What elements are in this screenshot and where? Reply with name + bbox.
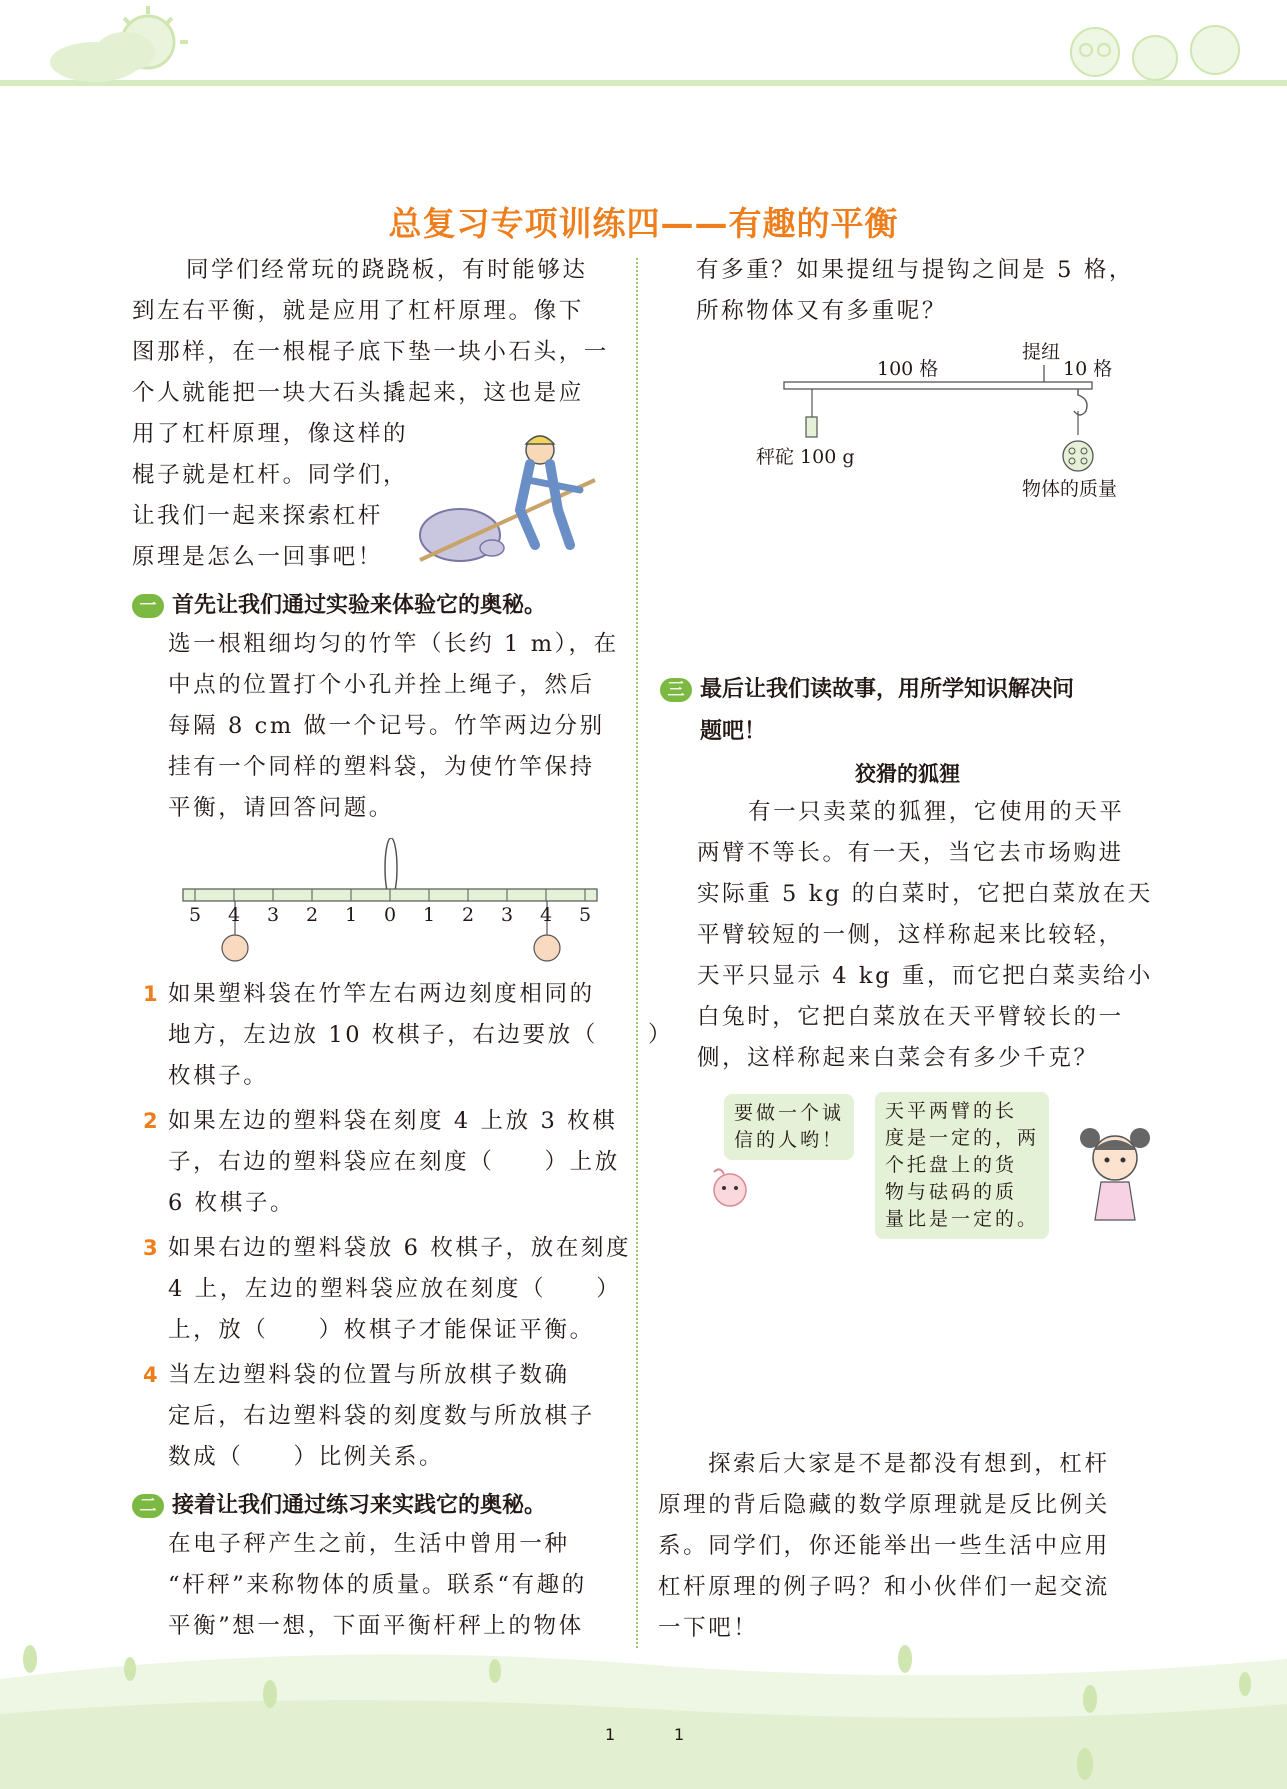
bubble-line: 度是一定的，两 [885,1127,1040,1149]
text-line: 选一根粗细均匀的竹竿（长约 1 m），在 [168,631,619,657]
weight-icon [806,417,817,437]
text-line: 中点的位置打个小孔并拴上绳子，然后 [168,672,595,698]
steelyard-diagram [740,335,1160,515]
question-line: 如果左边的塑料袋在刻度 4 上放 3 枚棋 [168,1108,618,1134]
text-line: “杆秤”来称物体的质量。联系“有趣的 [168,1572,587,1598]
cartoon-animals-icon [1071,26,1239,80]
intro-line: 棍子就是杠杆。同学们， [132,462,409,488]
footer-decoration [0,1619,1287,1789]
intro-line: 到左右平衡，就是应用了杠杆原理。像下 [132,298,584,324]
section-title: 首先让我们通过实验来体验它的奥秘。 [172,593,547,618]
question-number: 3 [143,1236,158,1260]
girl-character-icon [1075,1120,1155,1230]
ruler-tick-label: 1 [345,904,358,926]
story-line: 有一只卖菜的狐狸，它使用的天平 [748,799,1125,825]
bubble-line: 天平两臂的长 [885,1100,1018,1122]
question-line: 地方，左边放 10 枚棋子，右边要放（ ） [168,1022,674,1048]
story-line: 平臂较短的一侧，这样称起来比较轻， [697,922,1124,948]
small-mascot-icon [700,1160,760,1220]
ruler-tick-label: 2 [462,904,475,926]
text-line: 所称物体又有多重呢？ [696,298,948,324]
bubble-line: 个托盘上的货 [885,1154,1018,1176]
bubble-line: 要做一个诚 [734,1102,845,1124]
closing-line: 探索后大家是不是都没有想到，杠杆 [708,1451,1110,1477]
object-icon [1063,441,1093,471]
text-line: 平衡”想一想，下面平衡杆秤上的物体 [168,1613,584,1639]
ruler-tick-label: 4 [540,904,553,926]
header-decoration [0,0,1287,100]
question-line: 如果右边的塑料袋放 6 枚棋子，放在刻度 [168,1235,632,1261]
closing-line: 系。同学们，你还能举出一些生活中应用 [658,1533,1110,1559]
label-10-ge: 10 格 [1063,358,1113,380]
lever-illustration [410,420,610,570]
question-line: 子，右边的塑料袋应在刻度（ ）上放 [168,1149,620,1175]
text-line: 平衡，请回答问题。 [168,795,394,821]
page-number-right: 1 [674,1725,685,1744]
question-line: 定后，右边塑料袋的刻度数与所放棋子 [168,1403,595,1429]
closing-line: 一下吧！ [658,1615,759,1641]
section-3-heading [660,672,1074,703]
question-number: 2 [143,1109,158,1133]
label-100-ge: 100 格 [877,358,939,380]
bamboo-balance-diagram [175,838,615,968]
section-2-heading [132,1488,546,1519]
intro-line: 个人就能把一块大石头撬起来，这也是应 [132,380,584,406]
column-divider [636,258,638,1648]
ruler-tick-label: 3 [501,904,514,926]
closing-line: 杠杆原理的例子吗？和小伙伴们一起交流 [658,1574,1110,1600]
bubble-line: 信的人哟！ [734,1129,845,1151]
story-line: 实际重 5 kg 的白菜时，它把白菜放在天 [697,881,1153,907]
ruler-tick-label: 3 [267,904,280,926]
label-object: 物体的质量 [1022,478,1118,500]
section-badge: 一 [132,594,164,618]
speech-bubble-right [875,1092,1049,1239]
label-weight: 秤砣 100 g [756,446,855,468]
question-number: 1 [143,982,158,1006]
ruler-tick-label: 5 [579,904,592,926]
section-badge: 三 [660,678,692,702]
question-line: 枚棋子。 [168,1063,269,1089]
speech-bubble-left [724,1094,854,1160]
text-line: 有多重？如果提纽与提钩之间是 5 格， [696,257,1135,283]
section-badge: 二 [132,1494,164,1518]
intro-line: 原理是怎么一回事吧！ [132,544,384,570]
cloud-icon [50,32,155,82]
story-line: 天平只显示 4 kg 重，而它把白菜卖给小 [697,963,1153,989]
section-title: 最后让我们读故事，用所学知识解决问 [700,677,1075,702]
ruler-tick-label: 0 [384,904,397,926]
page-number-left: 1 [605,1725,616,1744]
text-line: 挂有一个同样的塑料袋，为使竹竿保持 [168,754,595,780]
intro-line: 让我们一起来探索杠杆 [132,503,384,529]
question-line: 4 上，左边的塑料袋应放在刻度（ ） [168,1276,622,1302]
question-line: 上，放（ ）枚棋子才能保证平衡。 [168,1317,595,1343]
bubble-line: 量比是一定的。 [885,1208,1040,1230]
question-number: 4 [143,1363,158,1387]
text-line: 在电子秤产生之前，生活中曾用一种 [168,1531,570,1557]
intro-line: 同学们经常玩的跷跷板，有时能够达 [186,257,588,283]
text-line: 每隔 8 cm 做一个记号。竹竿两边分别 [168,713,605,739]
question-line: 如果塑料袋在竹竿左右两边刻度相同的 [168,981,595,1007]
closing-line: 原理的背后隐藏的数学原理就是反比例关 [658,1492,1110,1518]
hook-icon [1074,389,1087,415]
left-bag [222,935,248,961]
story-line: 白兔时，它把白菜放在天平臂较长的一 [697,1004,1124,1030]
question-line: 当左边塑料袋的位置与所放棋子数确 [168,1362,570,1388]
story-title: 狡猾的狐狸 [855,762,960,786]
label-tiniu: 提纽 [1022,341,1061,363]
ruler-tick-label: 2 [306,904,319,926]
bubble-line: 物与砝码的质 [885,1181,1018,1203]
section-1-heading [132,588,546,619]
question-line: 6 枚棋子。 [168,1190,296,1216]
page-title: 总复习专项训练四——有趣的平衡 [388,204,899,243]
section-3-heading-cont: 题吧！ [700,719,767,744]
section-title: 接着让我们通过练习来实践它的奥秘。 [172,1493,547,1518]
intro-line: 图那样，在一根棍子底下垫一块小石头，一 [132,339,609,365]
story-line: 两臂不等长。有一天，当它去市场购进 [697,840,1124,866]
question-line: 数成（ ）比例关系。 [168,1444,445,1470]
intro-line: 用了杠杆原理，像这样的 [132,421,409,447]
ruler-tick-label: 1 [423,904,436,926]
ruler-tick-label: 5 [189,904,202,926]
right-bag [534,935,560,961]
ruler-tick-label: 4 [228,904,241,926]
story-line: 侧，这样称起来白菜会有多少千克？ [697,1045,1099,1071]
